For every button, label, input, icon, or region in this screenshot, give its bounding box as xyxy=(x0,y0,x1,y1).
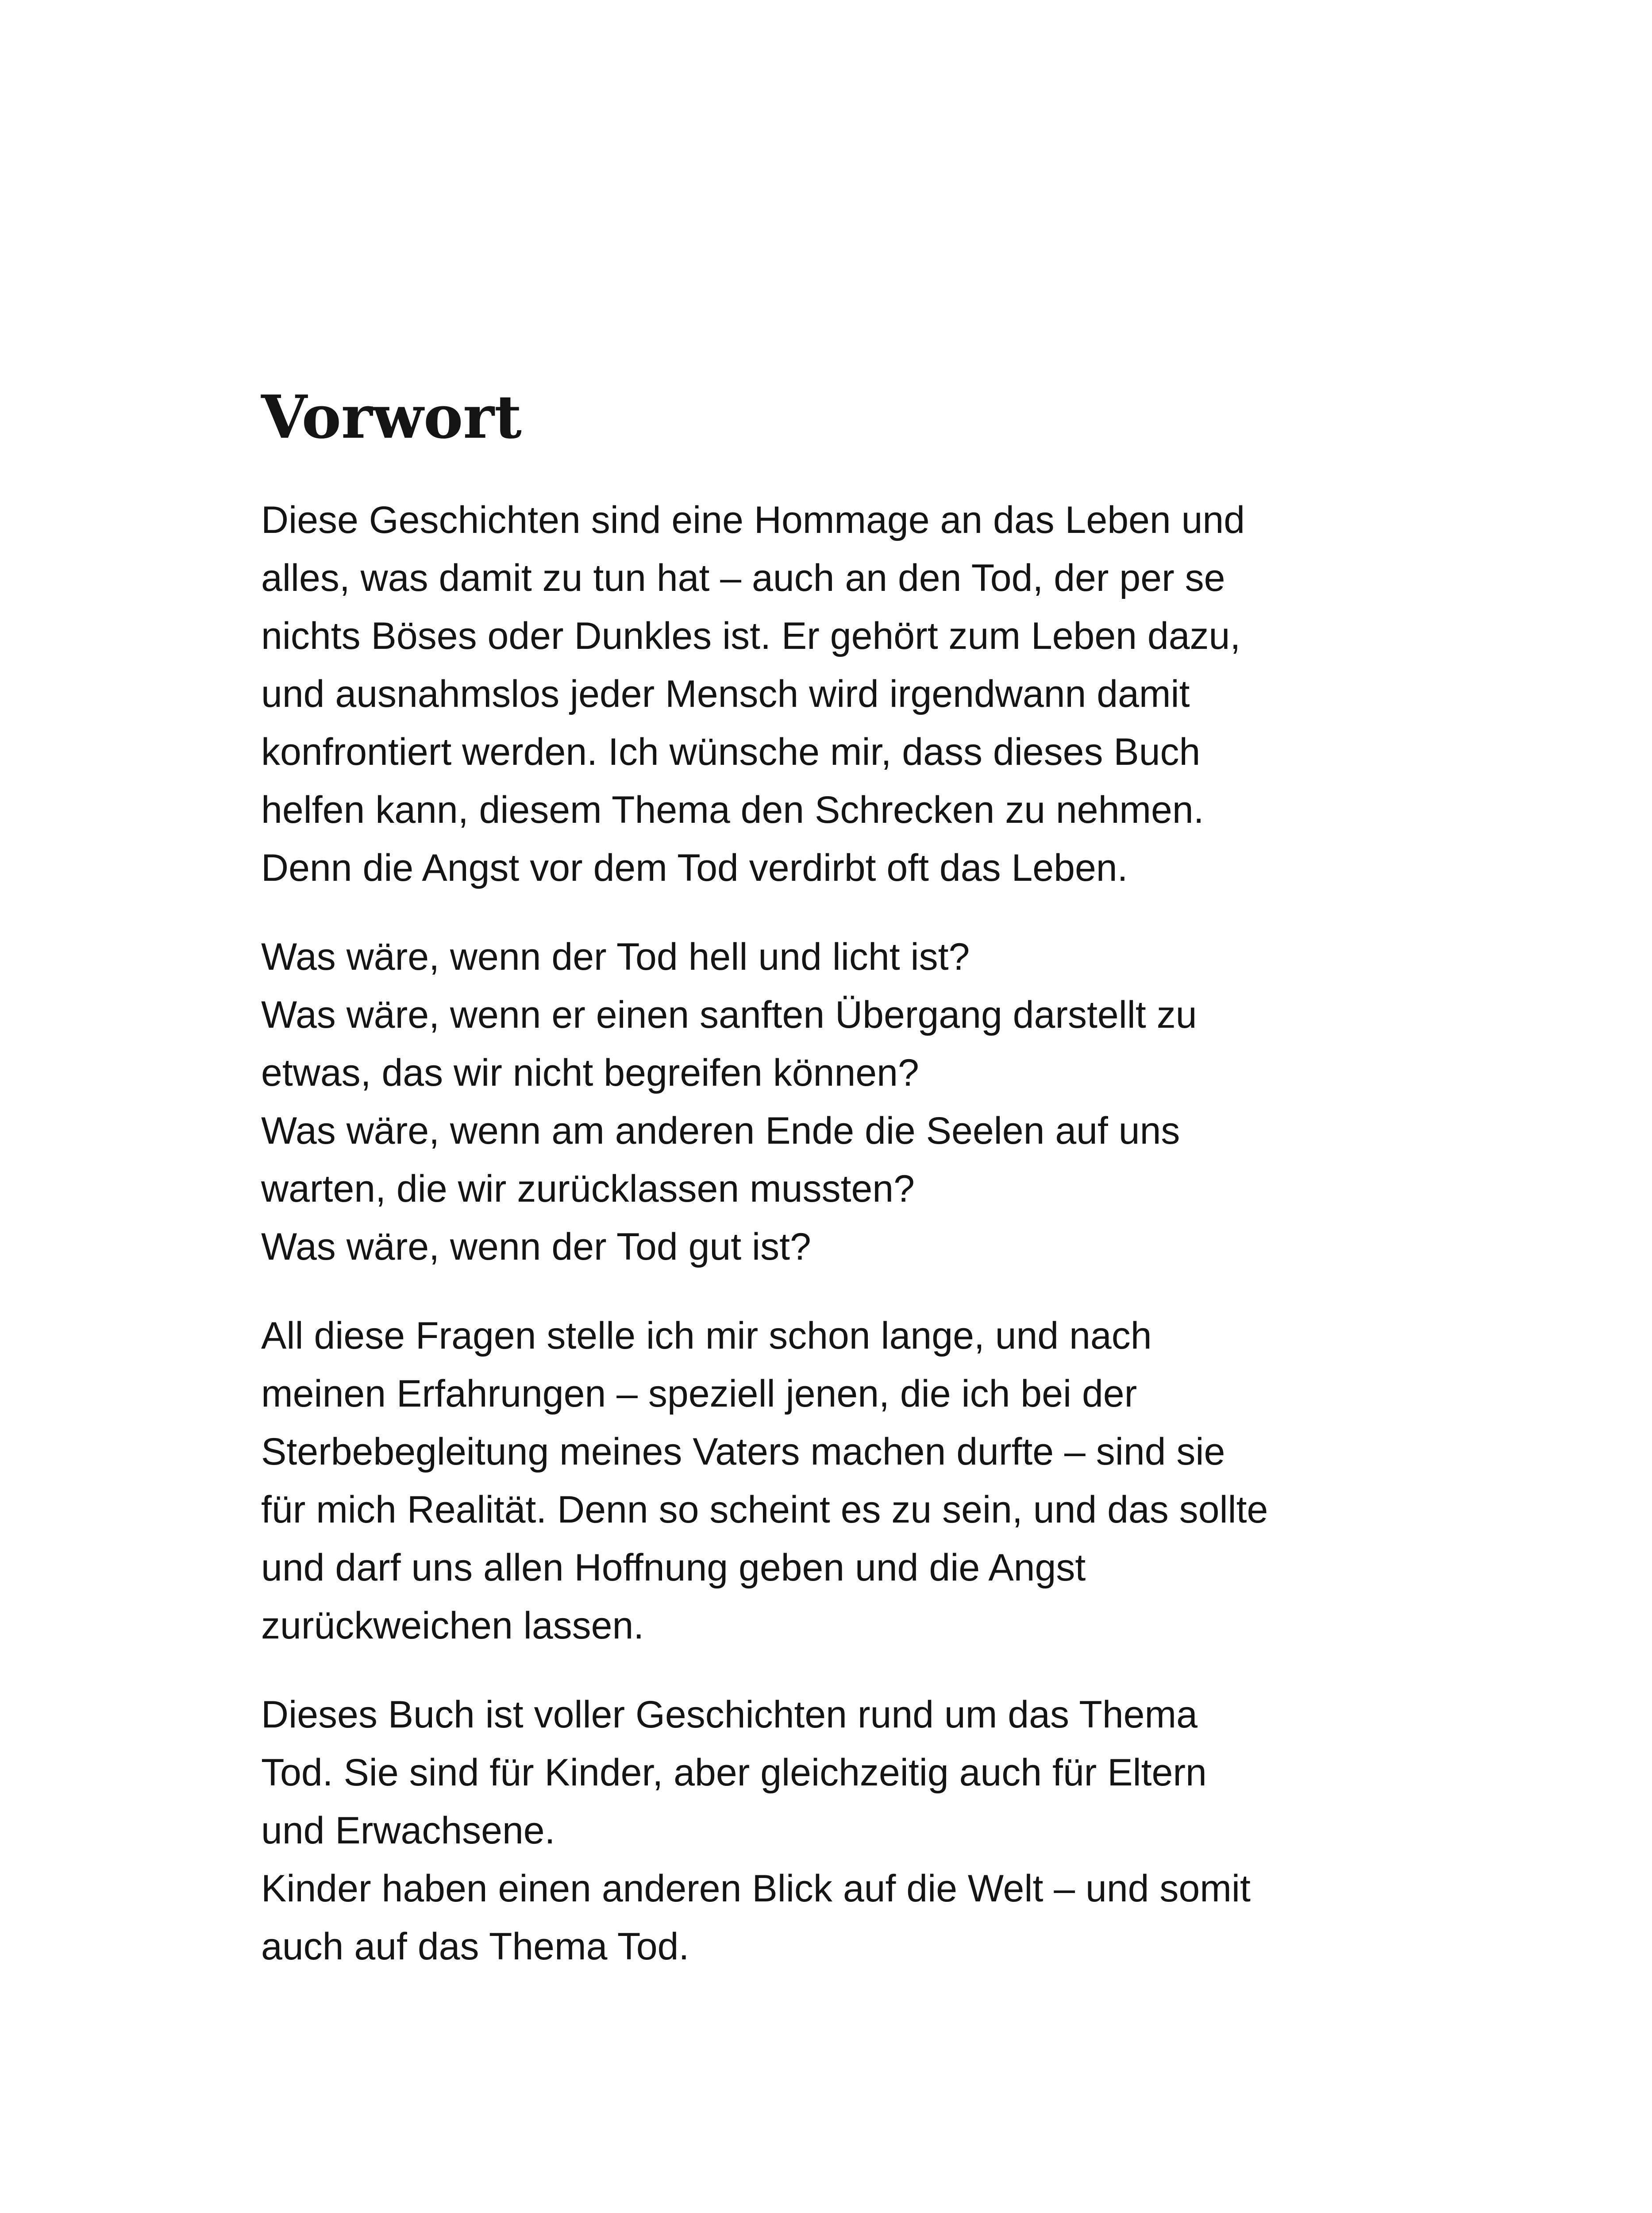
page-title: Vorwort xyxy=(261,382,522,452)
paragraph-4 xyxy=(261,1686,1438,1976)
text-line: Was wäre, wenn er einen sanften Übergang darstellt zu xyxy=(261,994,1197,1036)
text-line: helfen kann, diesem Thema den Schrecken zu nehmen. xyxy=(261,789,1204,831)
text-line: Kinder haben einen anderen Blick auf die Welt – und somit xyxy=(261,1867,1251,1910)
text-line: konfrontiert werden. Ich wünsche mir, dass dieses Buch xyxy=(261,731,1201,773)
text-line: Diese Geschichten sind eine Hommage an das Leben und xyxy=(261,499,1245,541)
text-line: und ausnahmslos jeder Mensch wird irgendwann damit xyxy=(261,673,1190,715)
text-line: alles, was damit zu tun hat – auch an den Tod, der per se xyxy=(261,557,1225,599)
text-line: Denn die Angst vor dem Tod verdirbt oft das Leben. xyxy=(261,847,1128,889)
page-content xyxy=(261,382,1438,2007)
text-line: warten, die wir zurücklassen mussten? xyxy=(261,1168,915,1210)
text-line: meinen Erfahrungen – speziell jenen, die ich bei der xyxy=(261,1373,1137,1415)
text-line: und Erwachsene. xyxy=(261,1809,555,1852)
text-line: Tod. Sie sind für Kinder, aber gleichzeitig auch für Eltern xyxy=(261,1751,1207,1794)
text-line: Was wäre, wenn der Tod hell und licht ist? xyxy=(261,936,970,978)
text-line: für mich Realität. Denn so scheint es zu sein, und das sollte xyxy=(261,1488,1268,1531)
text-line: Was wäre, wenn am anderen Ende die Seelen auf uns xyxy=(261,1110,1180,1152)
text-line: Dieses Buch ist voller Geschichten rund um das Thema xyxy=(261,1693,1198,1736)
text-line: Sterbebegleitung meines Vaters machen durfte – sind sie xyxy=(261,1430,1225,1473)
text-line: zurückweichen lassen. xyxy=(261,1604,644,1647)
paragraph-1 xyxy=(261,491,1438,897)
text-line: nichts Böses oder Dunkles ist. Er gehört zum Leben dazu, xyxy=(261,615,1241,657)
text-line: auch auf das Thema Tod. xyxy=(261,1925,689,1968)
text-line: und darf uns allen Hoffnung geben und die Angst xyxy=(261,1546,1086,1589)
text-line: All diese Fragen stelle ich mir schon lange, und nach xyxy=(261,1315,1152,1357)
text-line: Was wäre, wenn der Tod gut ist? xyxy=(261,1226,811,1268)
text-line: etwas, das wir nicht begreifen können? xyxy=(261,1052,919,1094)
paragraph-2 xyxy=(261,928,1438,1276)
paragraph-3 xyxy=(261,1307,1438,1655)
